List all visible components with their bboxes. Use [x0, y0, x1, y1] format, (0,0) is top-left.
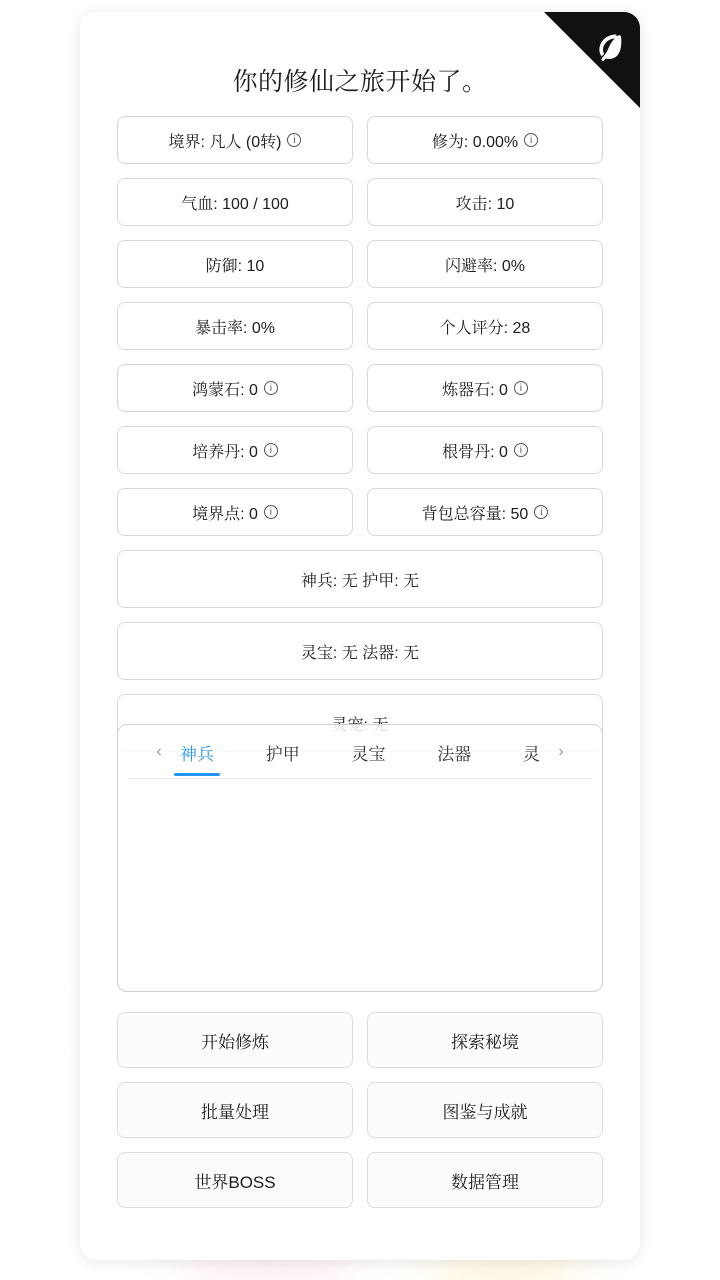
- stat-label: 培养丹: 0: [192, 443, 258, 461]
- stat-item: [117, 364, 353, 412]
- chevron-right-icon[interactable]: ›: [558, 742, 564, 760]
- equipment-list[interactable]: [118, 779, 602, 991]
- info-icon[interactable]: i: [514, 381, 528, 395]
- equipment-row-treasure-artifact: 灵宝: 无 法器: 无: [117, 622, 603, 680]
- tab-hujia[interactable]: 护甲: [265, 745, 300, 764]
- main-card: [80, 12, 640, 1260]
- stat-label: 境界: 凡人 (0转): [168, 133, 282, 151]
- stat-label: 鸿蒙石: 0: [192, 381, 258, 399]
- info-icon[interactable]: i: [514, 443, 528, 457]
- stat-label: 气血: 100 / 100: [181, 195, 289, 213]
- stat-item: [367, 426, 603, 474]
- stat-label: 炼器石: 0: [442, 381, 508, 399]
- stat-label: 境界点: 0: [192, 505, 258, 523]
- explore-secret-realm-button[interactable]: 探索秘境: [367, 1012, 603, 1068]
- stat-item: [117, 178, 353, 226]
- tab-list: [168, 728, 552, 775]
- info-icon[interactable]: i: [524, 133, 538, 147]
- tab-lingbao[interactable]: 灵宝: [351, 745, 386, 764]
- stat-item: [117, 488, 353, 536]
- stat-item: [367, 488, 603, 536]
- stat-label: 背包总容量: 50: [421, 505, 529, 523]
- stat-item: [367, 178, 603, 226]
- info-icon[interactable]: i: [287, 133, 301, 147]
- page-title: 你的修仙之旅开始了。: [232, 68, 488, 96]
- stat-label: 修为: 0.00%: [431, 133, 519, 151]
- tab-faqi[interactable]: 法器: [437, 745, 472, 764]
- stat-item: [117, 116, 353, 164]
- stat-label: 个人评分: 28: [439, 319, 531, 337]
- info-icon[interactable]: i: [264, 443, 278, 457]
- stat-item: [367, 240, 603, 288]
- stat-label: 防御: 10: [205, 257, 265, 275]
- data-management-button[interactable]: 数据管理: [367, 1152, 603, 1208]
- stat-item: [117, 302, 353, 350]
- stat-item: [367, 302, 603, 350]
- info-icon[interactable]: i: [264, 381, 278, 395]
- start-cultivation-button[interactable]: 开始修炼: [117, 1012, 353, 1068]
- stat-item: [117, 426, 353, 474]
- stat-item: [117, 240, 353, 288]
- equipment-row-weapon-armor: 神兵: 无 护甲: 无: [117, 550, 603, 608]
- stat-item: [367, 116, 603, 164]
- world-boss-button[interactable]: 世界BOSS: [117, 1152, 353, 1208]
- codex-achievements-button[interactable]: 图鉴与成就: [367, 1082, 603, 1138]
- tab-ling[interactable]: 灵: [523, 745, 540, 764]
- batch-process-button[interactable]: 批量处理: [117, 1082, 353, 1138]
- info-icon[interactable]: i: [264, 505, 278, 519]
- stat-label: 根骨丹: 0: [442, 443, 508, 461]
- stat-item: [367, 364, 603, 412]
- chevron-left-icon[interactable]: ‹: [156, 742, 162, 760]
- equipment-panel: [117, 724, 603, 992]
- action-grid: [117, 1012, 603, 1208]
- tab-shenbing[interactable]: 神兵: [178, 728, 216, 775]
- stat-label: 暴击率: 0%: [194, 319, 276, 337]
- stat-label: 攻击: 10: [455, 195, 515, 213]
- stats-grid: [117, 116, 603, 752]
- equipment-tabs: [128, 725, 592, 779]
- stat-label: 闪避率: 0%: [444, 257, 526, 275]
- info-icon[interactable]: i: [534, 505, 548, 519]
